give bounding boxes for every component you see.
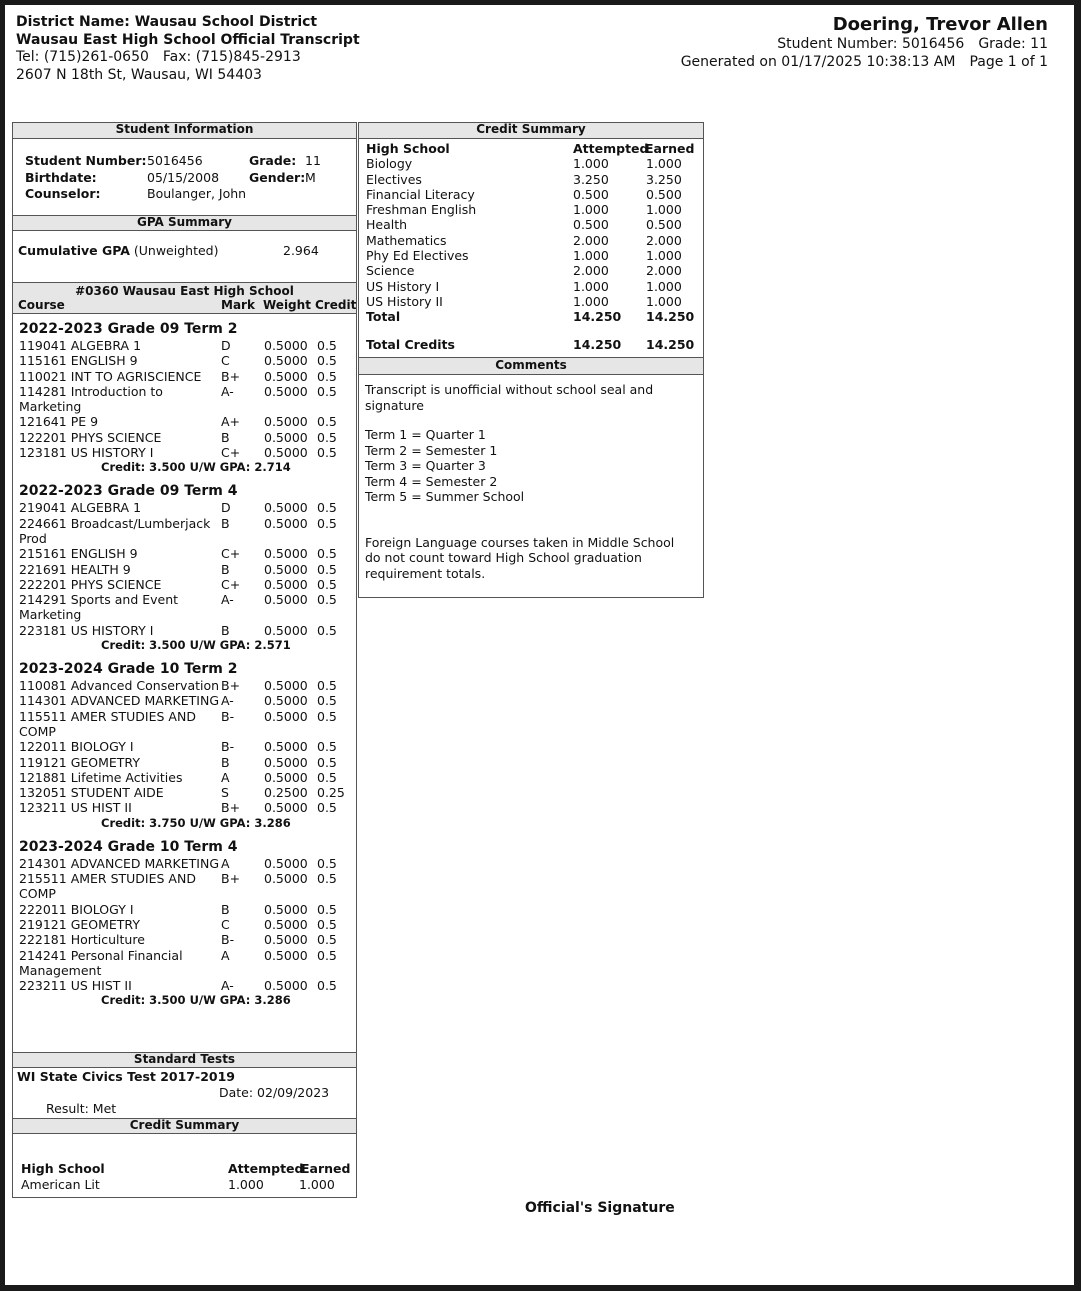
credit-area: Mathematics xyxy=(366,232,447,248)
comment-line: do not count toward High School graduation xyxy=(365,550,642,565)
course-weight: 0.5000 xyxy=(264,708,308,724)
gender-value: M xyxy=(305,169,316,185)
course-table-header xyxy=(13,282,356,314)
course-weight: 0.5000 xyxy=(264,947,308,963)
course-credit: 0.5 xyxy=(317,500,337,516)
course-weight: 0.5000 xyxy=(264,576,308,592)
gpa-label-type: (Unweighted) xyxy=(133,243,219,258)
course-row xyxy=(19,978,339,993)
credit-summary-bottom-header: Credit Summary xyxy=(13,1118,356,1134)
course-mark: C+ xyxy=(221,576,241,592)
comments-body xyxy=(365,382,695,581)
credit-summary-cols xyxy=(366,141,696,156)
course-row xyxy=(19,800,339,815)
credit-row xyxy=(366,187,696,202)
course-row xyxy=(19,678,339,693)
course-weight: 0.5000 xyxy=(264,932,308,948)
term-title: 2022-2023 Grade 09 Term 2 xyxy=(19,321,238,337)
comment-line: signature xyxy=(365,397,424,413)
test-result: Result: Met xyxy=(46,1101,117,1116)
course-mark: A xyxy=(221,769,230,785)
course-weight: 0.5000 xyxy=(264,414,308,430)
course-name-continued: COMP xyxy=(19,723,56,739)
course-name: 224661 Broadcast/Lumberjack xyxy=(19,515,211,531)
course-row xyxy=(19,755,339,770)
school-header xyxy=(16,14,360,84)
contact-line xyxy=(16,49,360,67)
course-name: 222201 PHYS SCIENCE xyxy=(19,576,162,592)
course-weight: 0.5000 xyxy=(264,546,308,562)
course-credit: 0.5 xyxy=(317,429,337,445)
course-weight: 0.5000 xyxy=(264,500,308,516)
course-weight: 0.5000 xyxy=(264,622,308,638)
course-weight: 0.5000 xyxy=(264,978,308,994)
course-name: 119121 GEOMETRY xyxy=(19,754,140,770)
course-name: 219121 GEOMETRY xyxy=(19,916,140,932)
course-name: 215511 AMER STUDIES AND xyxy=(19,871,196,887)
right-column xyxy=(358,122,704,598)
tel: Tel: (715)261-0650 xyxy=(16,49,149,65)
credit-attempted: 3.250 xyxy=(573,171,609,187)
term-legend-item: Term 1 = Quarter 1 xyxy=(365,427,486,442)
course-row xyxy=(19,623,339,638)
course-mark: B+ xyxy=(221,678,241,694)
course-row xyxy=(19,516,339,531)
credit-row xyxy=(366,156,696,171)
course-credit: 0.5 xyxy=(317,622,337,638)
course-row xyxy=(19,785,345,801)
course-name: 114281 Introduction to xyxy=(19,383,163,399)
bottom-col-school: High School xyxy=(21,1161,105,1176)
col-mark: Mark xyxy=(221,298,255,312)
course-weight: 0.5000 xyxy=(264,445,308,461)
course-row xyxy=(19,932,339,947)
course-name: 115161 ENGLISH 9 xyxy=(19,353,138,369)
label: Counselor: xyxy=(25,186,101,201)
student-number: Student Number: 5016456 xyxy=(777,36,965,52)
credit-attempted: 1.000 xyxy=(573,202,609,218)
course-row xyxy=(19,414,339,429)
course-row xyxy=(19,445,339,460)
course-name: 110021 INT TO AGRISCIENCE xyxy=(19,368,202,384)
course-credit: 0.5 xyxy=(317,708,337,724)
course-credit: 0.5 xyxy=(317,754,337,770)
credit-attempted: 2.000 xyxy=(573,232,609,248)
credit-area: US History I xyxy=(366,278,440,294)
term-legend xyxy=(365,427,695,505)
transcript-page xyxy=(5,5,1074,1285)
course-mark: B xyxy=(221,561,230,577)
course-mark: B+ xyxy=(221,800,241,816)
district-name: District Name: Wausau School District xyxy=(16,14,318,30)
credit-row xyxy=(366,202,696,217)
student-id-line xyxy=(681,36,1048,54)
course-name: 215161 ENGLISH 9 xyxy=(19,546,138,562)
credit-earned: 2.000 xyxy=(646,232,682,248)
course-mark: A xyxy=(221,947,230,963)
course-name-continued: Marketing xyxy=(19,607,82,623)
course-weight: 0.5000 xyxy=(264,769,308,785)
label: Grade: xyxy=(249,153,297,168)
course-mark: A- xyxy=(221,978,234,994)
course-credit: 0.5 xyxy=(317,947,337,963)
credit-earned: 1.000 xyxy=(646,293,682,309)
credit-area: Financial Literacy xyxy=(366,186,475,202)
course-credit: 0.5 xyxy=(317,855,337,871)
bottom-course: American Lit xyxy=(21,1177,100,1192)
student-info-right xyxy=(249,153,321,186)
course-weight: 0.5000 xyxy=(264,678,308,694)
course-name: 222181 Horticulture xyxy=(19,932,145,948)
course-credit: 0.5 xyxy=(317,576,337,592)
term-title: 2023-2024 Grade 10 Term 2 xyxy=(19,661,238,678)
course-mark: B xyxy=(221,429,230,445)
course-name-continued: Management xyxy=(19,962,102,978)
total-attempted: 14.250 xyxy=(573,309,622,325)
course-name: 214291 Sports and Event xyxy=(19,592,179,608)
generated-line xyxy=(681,54,1048,72)
course-credit: 0.25 xyxy=(317,785,345,801)
course-row xyxy=(19,739,339,754)
course-name: 122011 BIOLOGY I xyxy=(19,739,134,755)
total-earned: 14.250 xyxy=(646,309,695,325)
course-name: 223181 US HISTORY I xyxy=(19,622,154,638)
course-row xyxy=(19,871,339,886)
credit-attempted: 0.500 xyxy=(573,217,609,233)
course-mark: A- xyxy=(221,693,234,709)
page-number: Page 1 of 1 xyxy=(969,53,1048,70)
course-weight: 0.5000 xyxy=(264,916,308,932)
course-credit: 0.5 xyxy=(317,916,337,932)
bottom-col-attempted: Attempted xyxy=(228,1161,304,1176)
course-credit: 0.5 xyxy=(317,353,337,369)
course-name: 110081 Advanced Conservation xyxy=(19,678,220,694)
comment-line: requirement totals. xyxy=(365,565,486,581)
course-mark: A xyxy=(221,855,230,871)
course-credit: 0.5 xyxy=(317,871,337,887)
credit-earned: 3.250 xyxy=(646,171,682,187)
school-address: 2607 N 18th St, Wausau, WI 54403 xyxy=(16,66,262,83)
course-mark: A+ xyxy=(221,414,241,430)
course-name: 219041 ALGEBRA 1 xyxy=(19,500,142,516)
course-credit: 0.5 xyxy=(317,693,337,709)
course-name: 123181 US HISTORY I xyxy=(19,445,154,461)
course-weight: 0.5000 xyxy=(264,592,308,608)
credit-row xyxy=(366,248,696,263)
col-school: High School xyxy=(366,141,450,156)
course-name: 122201 PHYS SCIENCE xyxy=(19,429,162,445)
course-row xyxy=(19,338,339,353)
credit-area: Freshman English xyxy=(366,202,477,218)
course-name-continued: Marketing xyxy=(19,399,82,415)
credit-summary-rows xyxy=(366,156,696,309)
course-mark: C+ xyxy=(221,546,241,562)
course-row xyxy=(19,546,339,561)
grade-value: 11 xyxy=(305,153,321,168)
credit-row xyxy=(366,172,696,187)
course-credit: 0.5 xyxy=(317,414,337,430)
course-credit: 0.5 xyxy=(317,800,337,816)
test-name: WI State Civics Test 2017-2019 xyxy=(17,1069,235,1084)
term-legend-item: Term 4 = Semester 2 xyxy=(365,473,498,489)
course-credit: 0.5 xyxy=(317,592,337,608)
course-weight: 0.5000 xyxy=(264,693,308,709)
course-credit: 0.5 xyxy=(317,901,337,917)
label: Student Number: xyxy=(25,153,147,168)
term-legend-item: Term 5 = Summer School xyxy=(365,489,525,504)
credit-row xyxy=(366,279,696,294)
course-credit: 0.5 xyxy=(317,678,337,694)
bottom-col-earned: Earned xyxy=(301,1161,351,1176)
label: Gender: xyxy=(249,169,306,185)
gpa-summary xyxy=(18,243,219,258)
course-row xyxy=(19,384,339,399)
col-attempted: Attempted xyxy=(573,141,649,156)
col-earned: Earned xyxy=(645,141,695,156)
course-mark: B+ xyxy=(221,368,241,384)
course-mark: B- xyxy=(221,708,235,724)
term-title: 2023-2024 Grade 10 Term 4 xyxy=(19,838,238,855)
course-weight: 0.5000 xyxy=(264,338,308,353)
course-weight: 0.5000 xyxy=(264,800,308,816)
course-mark: S xyxy=(221,785,229,801)
course-mark: B xyxy=(221,754,230,770)
credit-earned: 1.000 xyxy=(646,248,682,264)
course-mark: B- xyxy=(221,932,235,948)
gpa-label: Cumulative GPA xyxy=(18,243,130,258)
course-name: 121881 Lifetime Activities xyxy=(19,769,183,785)
course-credit: 0.5 xyxy=(317,368,337,384)
credit-earned: 1.000 xyxy=(646,156,682,172)
student-info-header: Student Information xyxy=(13,123,356,139)
total-credits-attempted: 14.250 xyxy=(573,336,622,352)
course-credit: 0.5 xyxy=(317,383,337,399)
standard-tests-header: Standard Tests xyxy=(13,1052,356,1068)
label: Birthdate: xyxy=(25,169,97,185)
term-summary: Credit: 3.500 U/W GPA: 2.571 xyxy=(101,638,291,653)
course-mark: D xyxy=(221,500,231,516)
student-number-value: 5016456 xyxy=(147,153,203,168)
course-mark: C xyxy=(221,916,230,932)
course-mark: B+ xyxy=(221,871,241,887)
cumulative-gpa: 2.964 xyxy=(283,243,319,258)
course-row xyxy=(19,592,339,607)
course-credit: 0.5 xyxy=(317,932,337,948)
course-name: 119041 ALGEBRA 1 xyxy=(19,338,142,353)
course-credit: 0.5 xyxy=(317,515,337,531)
course-mark: C xyxy=(221,353,230,369)
fax: Fax: (715)845-2913 xyxy=(162,49,301,65)
course-weight: 0.5000 xyxy=(264,429,308,445)
credit-attempted: 0.500 xyxy=(573,186,609,202)
comments-header: Comments xyxy=(359,357,703,375)
credit-area: Phy Ed Electives xyxy=(366,248,469,264)
course-row xyxy=(19,709,339,724)
course-name: 222011 BIOLOGY I xyxy=(19,901,134,917)
total-credits-label: Total Credits xyxy=(366,336,455,352)
total-label: Total xyxy=(366,309,401,325)
comment-line: Transcript is unofficial without school seal and xyxy=(365,382,654,397)
student-grade: Grade: 11 xyxy=(978,36,1048,52)
course-row xyxy=(19,562,339,577)
course-weight: 0.5000 xyxy=(264,383,308,399)
course-mark: D xyxy=(221,338,231,353)
course-row xyxy=(19,577,339,592)
student-name: Doering, Trevor Allen xyxy=(832,14,1048,35)
credit-summary-table xyxy=(366,141,696,352)
term-legend-item: Term 2 = Semester 1 xyxy=(365,442,498,458)
course-row xyxy=(19,369,339,384)
course-credit: 0.5 xyxy=(317,546,337,562)
credit-total-row xyxy=(366,309,696,324)
course-weight: 0.5000 xyxy=(264,515,308,531)
credit-attempted: 2.000 xyxy=(573,263,609,279)
credit-row xyxy=(366,217,696,232)
course-name: 223211 US HIST II xyxy=(19,978,132,994)
course-weight: 0.5000 xyxy=(264,561,308,577)
course-mark: C+ xyxy=(221,445,241,461)
course-row xyxy=(19,856,339,871)
course-row xyxy=(19,353,339,368)
student-header xyxy=(681,14,1048,71)
course-row xyxy=(19,770,339,785)
school-title: #0360 Wausau East High School xyxy=(75,284,294,298)
credit-area: US History II xyxy=(366,293,443,309)
credit-earned: 1.000 xyxy=(646,278,682,294)
credit-attempted: 1.000 xyxy=(573,278,609,294)
course-row xyxy=(19,500,339,515)
course-name: 214241 Personal Financial xyxy=(19,947,183,963)
course-credit: 0.5 xyxy=(317,739,337,755)
course-name: 214301 ADVANCED MARKETING xyxy=(19,855,219,871)
term-summary: Credit: 3.750 U/W GPA: 3.286 xyxy=(101,815,291,830)
credit-earned: 2.000 xyxy=(646,263,682,279)
total-credits-row xyxy=(366,337,696,352)
course-mark: B xyxy=(221,622,230,638)
left-column xyxy=(12,122,357,1198)
gpa-summary-header: GPA Summary xyxy=(13,215,356,231)
course-name-continued: Prod xyxy=(19,530,47,546)
course-mark: B- xyxy=(221,739,235,755)
student-info xyxy=(25,153,246,203)
birthdate-value: 05/15/2008 xyxy=(147,169,220,185)
credit-area: Health xyxy=(366,217,408,233)
course-row xyxy=(19,693,339,708)
credit-area: Electives xyxy=(366,171,422,187)
course-row xyxy=(19,902,339,917)
generated-date: Generated on 01/17/2025 10:38:13 AM xyxy=(680,53,956,70)
course-name: 121641 PE 9 xyxy=(19,414,99,430)
course-mark: B xyxy=(221,515,230,531)
credit-earned: 1.000 xyxy=(646,202,682,218)
course-weight: 0.2500 xyxy=(264,785,308,801)
credit-row xyxy=(366,294,696,309)
term-legend-item: Term 3 = Quarter 3 xyxy=(365,458,486,473)
course-weight: 0.5000 xyxy=(264,871,308,887)
course-weight: 0.5000 xyxy=(264,368,308,384)
course-row xyxy=(19,917,339,932)
course-credit: 0.5 xyxy=(317,445,337,461)
credit-earned: 0.500 xyxy=(646,186,682,202)
col-credit: Credit xyxy=(315,298,357,312)
course-name: 132051 STUDENT AIDE xyxy=(19,785,164,801)
credit-area: Science xyxy=(366,263,415,279)
col-course: Course xyxy=(18,298,65,312)
course-credit: 0.5 xyxy=(317,769,337,785)
term-title: 2022-2023 Grade 09 Term 4 xyxy=(19,483,238,500)
course-name: 221691 HEALTH 9 xyxy=(19,561,131,577)
bottom-earned: 1.000 xyxy=(299,1177,335,1192)
credit-attempted: 1.000 xyxy=(573,248,609,264)
course-credit: 0.5 xyxy=(317,561,337,577)
course-credit: 0.5 xyxy=(317,978,337,994)
transcript-title: Wausau East High School Official Transcript xyxy=(16,31,360,48)
bottom-attempted: 1.000 xyxy=(228,1177,264,1192)
counselor-value: Boulanger, John xyxy=(147,186,247,201)
credit-attempted: 1.000 xyxy=(573,156,609,172)
course-weight: 0.5000 xyxy=(264,353,308,369)
col-weight: Weight xyxy=(263,298,311,312)
course-weight: 0.5000 xyxy=(264,901,308,917)
course-row xyxy=(19,948,339,963)
term-summary: Credit: 3.500 U/W GPA: 2.714 xyxy=(101,460,291,475)
comment-line: Foreign Language courses taken in Middle School xyxy=(365,534,675,550)
course-name: 123211 US HIST II xyxy=(19,800,132,816)
credit-summary-header: Credit Summary xyxy=(359,123,703,139)
credit-earned: 0.500 xyxy=(646,217,682,233)
course-name: 114301 ADVANCED MARKETING xyxy=(19,693,219,709)
course-name-continued: COMP xyxy=(19,886,56,902)
course-row xyxy=(19,430,339,445)
credit-row xyxy=(366,263,696,278)
officials-signature: Official's Signature xyxy=(525,1200,675,1216)
credit-row xyxy=(366,233,696,248)
course-mark: B xyxy=(221,901,230,917)
course-credit: 0.5 xyxy=(317,338,337,353)
course-name: 115511 AMER STUDIES AND xyxy=(19,708,196,724)
credit-attempted: 1.000 xyxy=(573,293,609,309)
total-credits-earned: 14.250 xyxy=(646,336,695,352)
test-date: Date: 02/09/2023 xyxy=(219,1085,330,1100)
course-weight: 0.5000 xyxy=(264,739,308,755)
course-mark: A- xyxy=(221,592,234,608)
course-weight: 0.5000 xyxy=(264,754,308,770)
term-summary: Credit: 3.500 U/W GPA: 3.286 xyxy=(101,993,291,1008)
course-mark: A- xyxy=(221,383,234,399)
course-list xyxy=(19,317,345,1008)
credit-area: Biology xyxy=(366,156,413,172)
course-weight: 0.5000 xyxy=(264,855,308,871)
